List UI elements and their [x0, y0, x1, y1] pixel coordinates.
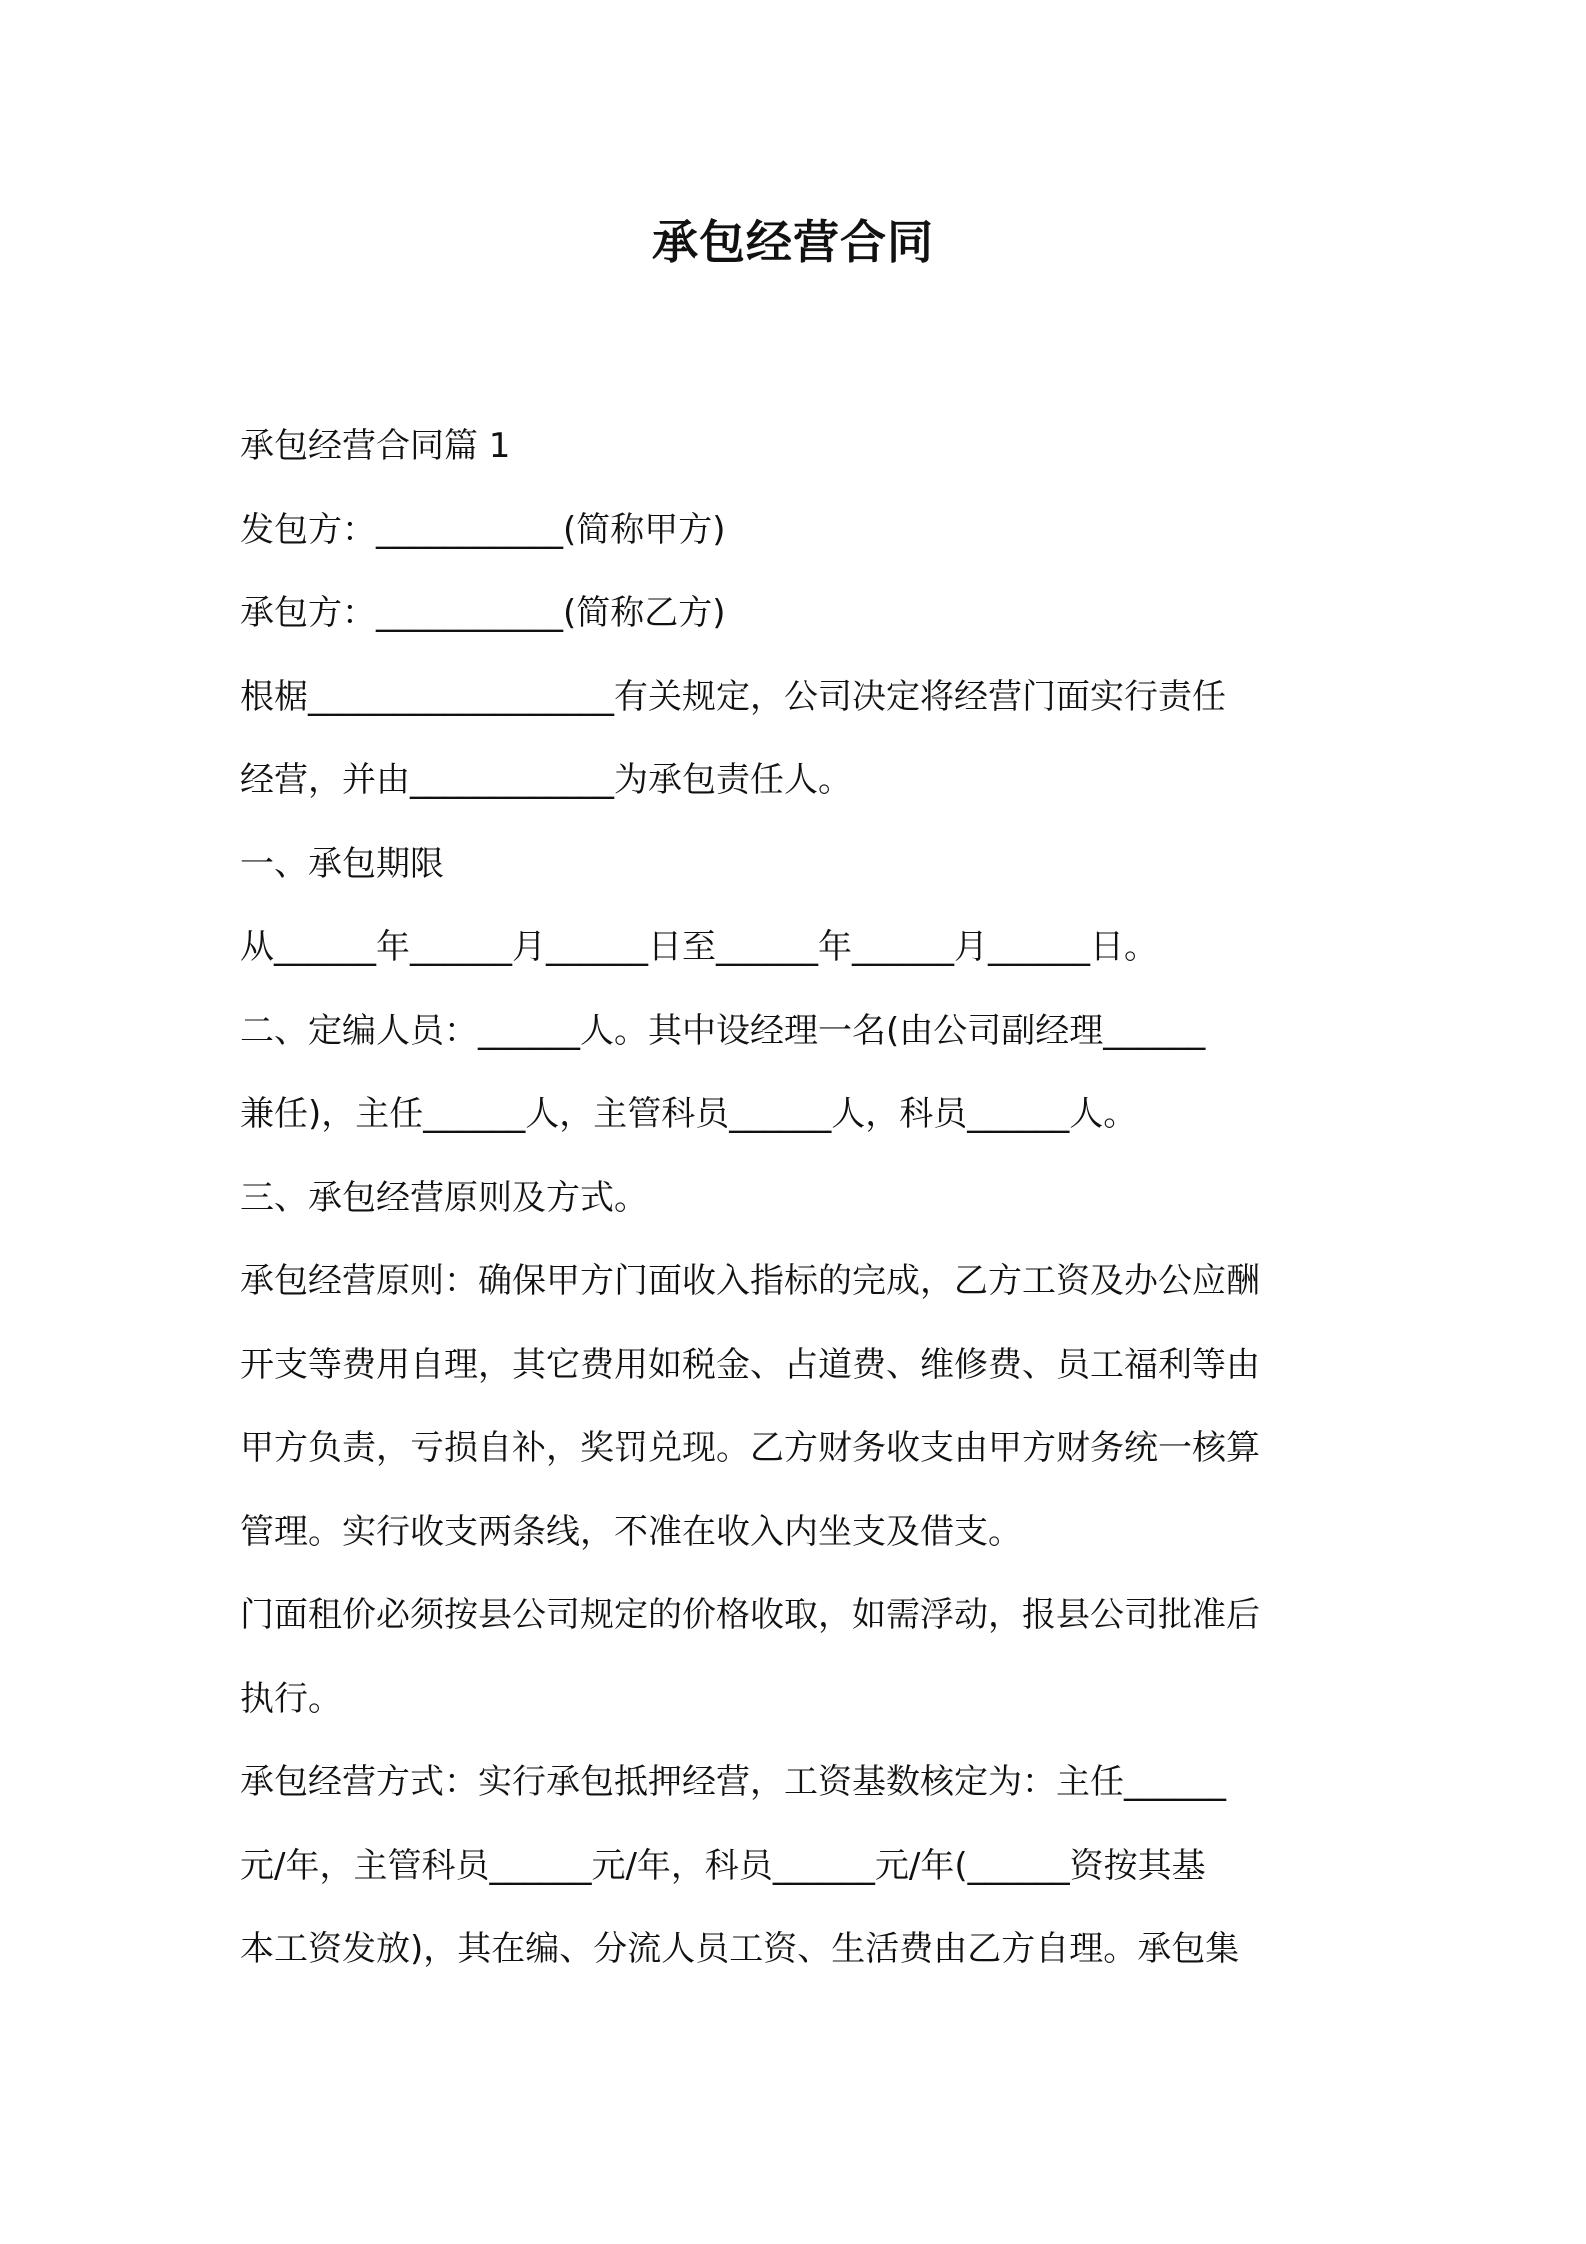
section-heading: 承包经营合同篇 1 [240, 426, 511, 466]
paragraph-line: 承包经营原则：确保甲方门面收入指标的完成，乙方工资及办公应酬 [240, 1261, 1260, 1301]
paragraph-line: 从______年______月______日至______年______月______日。 [240, 927, 1158, 967]
paragraph-line: 根椐__________________有关规定，公司决定将经营门面实行责任 [240, 676, 1226, 717]
clause-heading: 一、承包期限 [240, 843, 444, 884]
paragraph-line: 本工资发放)，其在编、分流人员工资、生活费由乙方自理。承包集 [240, 1929, 1240, 1969]
paragraph-line: 执行。 [240, 1678, 342, 1719]
paragraph-line: 承包经营方式：实行承包抵押经营，工资基数核定为：主任______ [240, 1762, 1226, 1802]
paragraph-line: 元/年，主管科员______元/年，科员______元/年(______资按其基 [240, 1845, 1206, 1886]
paragraph-line: 门面租价必须按县公司规定的价格收取，如需浮动，报县公司批准后 [240, 1595, 1260, 1635]
party-b-line: 承包方：___________(简称乙方) [240, 593, 726, 633]
paragraph-line: 开支等费用自理，其它费用如税金、占道费、维修费、员工福利等由 [240, 1344, 1260, 1385]
paragraph-line: 二、定编人员：______人。其中设经理一名(由公司副经理______ [240, 1010, 1206, 1051]
document-title: 承包经营合同 [652, 215, 934, 269]
party-a-line: 发包方：___________(简称甲方) [240, 509, 726, 550]
paragraph-line: 兼任)，主任______人，主管科员______人，科员______人。 [240, 1094, 1138, 1134]
paragraph-line: 甲方负责，亏损自补，奖罚兑现。乙方财务收支由甲方财务统一核算 [240, 1428, 1260, 1468]
paragraph-line: 经营，并由____________为承包责任人。 [240, 760, 852, 800]
paragraph-line: 管理。实行收支两条线，不准在收入内坐支及借支。 [240, 1511, 1022, 1552]
clause-heading: 三、承包经营原则及方式。 [240, 1177, 648, 1218]
document-body [240, 405, 1365, 1992]
